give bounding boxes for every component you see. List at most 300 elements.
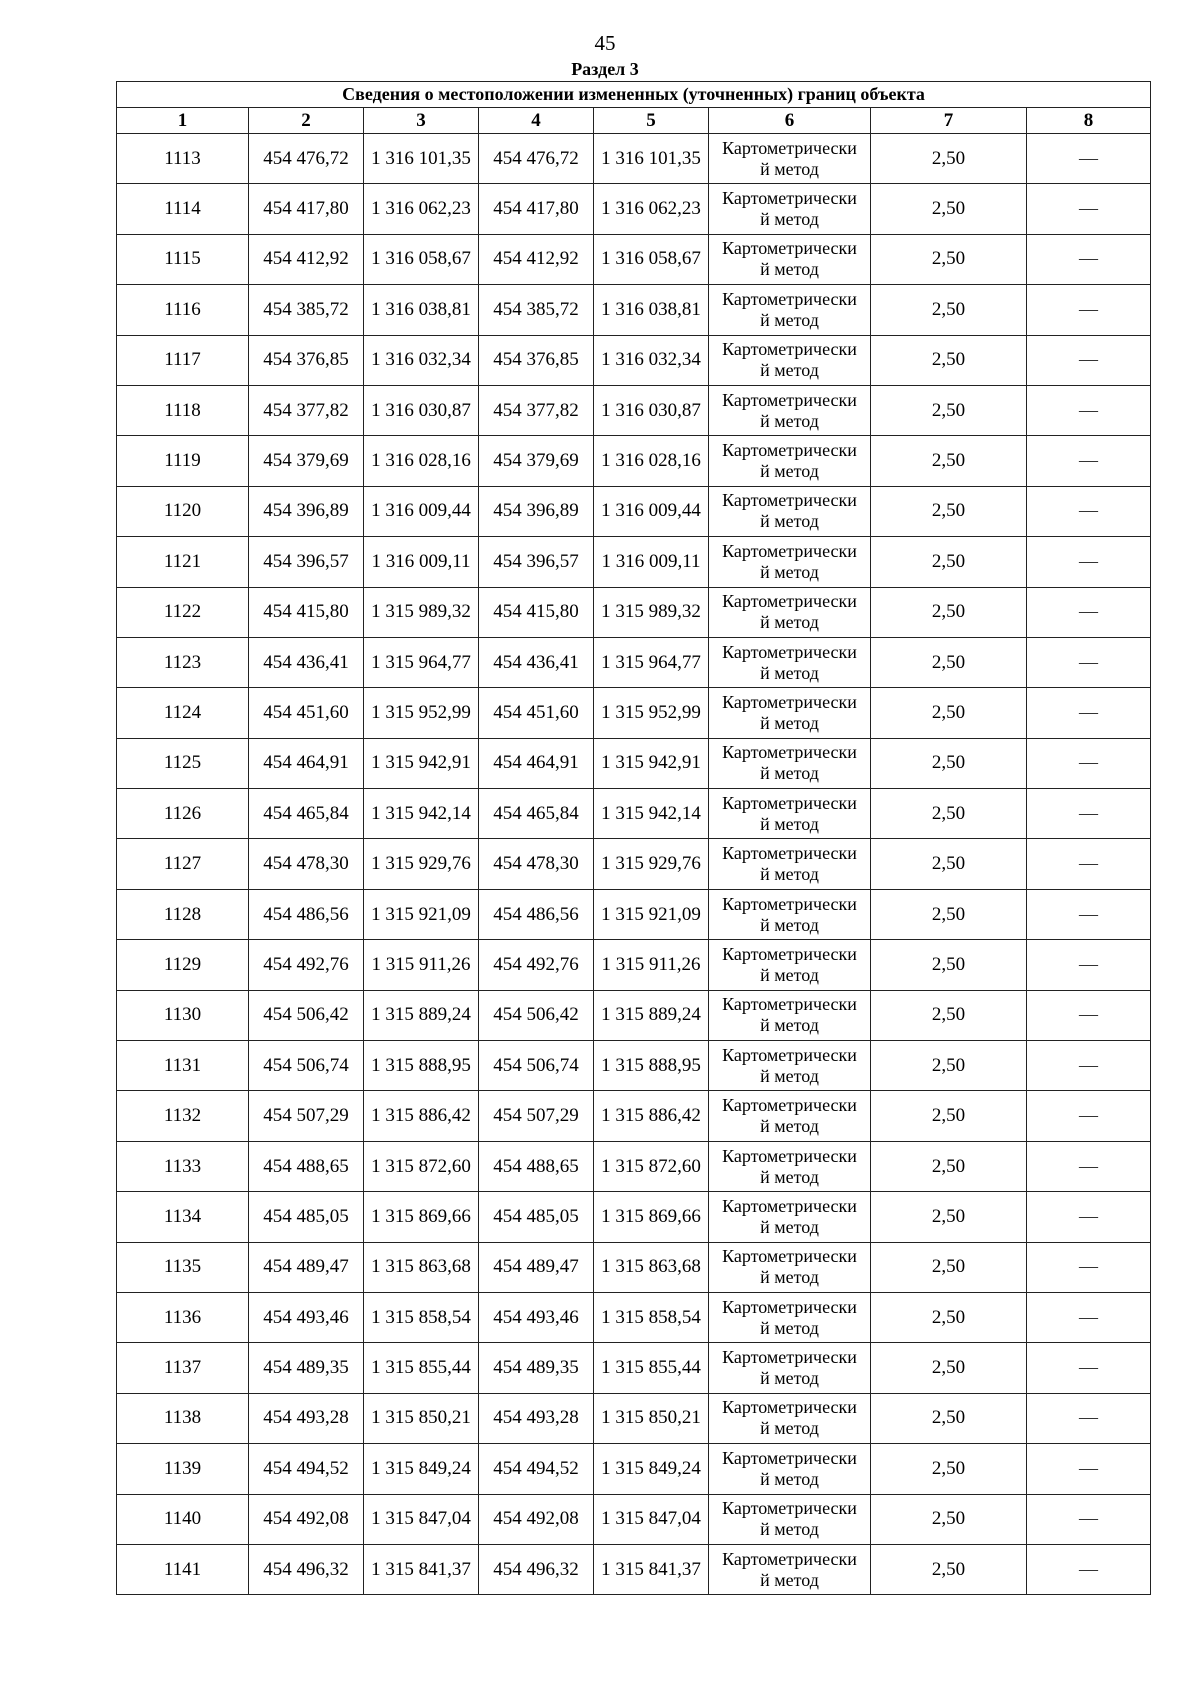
- y-new-cell: 1 316 101,35: [594, 134, 709, 184]
- column-header: 6: [709, 108, 871, 134]
- y-new-cell: 1 315 942,14: [594, 789, 709, 839]
- method-cell: [709, 1393, 871, 1443]
- x-old-cell: 454 488,65: [249, 1141, 364, 1191]
- method-text-line1: Картометрически: [722, 288, 857, 309]
- table-row: [117, 1544, 1151, 1594]
- x-old-cell: 454 489,47: [249, 1242, 364, 1292]
- point-number-cell: 1132: [117, 1091, 249, 1141]
- y-old-cell: 1 315 942,14: [364, 789, 479, 839]
- table-row: [117, 1393, 1151, 1443]
- y-new-cell: 1 315 872,60: [594, 1141, 709, 1191]
- y-new-cell: 1 315 952,99: [594, 688, 709, 738]
- x-new-cell: 454 376,85: [479, 335, 594, 385]
- x-old-cell: 454 436,41: [249, 637, 364, 687]
- point-number-cell: 1118: [117, 385, 249, 435]
- table-row: [117, 1242, 1151, 1292]
- method-text-line1: Картометрически: [722, 1447, 857, 1468]
- table-row: [117, 839, 1151, 889]
- y-new-cell: 1 315 964,77: [594, 637, 709, 687]
- accuracy-cell: 2,50: [871, 940, 1027, 990]
- y-old-cell: 1 315 863,68: [364, 1242, 479, 1292]
- y-new-cell: 1 316 030,87: [594, 385, 709, 435]
- method-cell: [709, 637, 871, 687]
- accuracy-cell: 2,50: [871, 587, 1027, 637]
- description-cell: —: [1027, 637, 1151, 687]
- y-new-cell: 1 316 058,67: [594, 234, 709, 284]
- method-text-line1: Картометрически: [722, 389, 857, 410]
- method-text-line1: Картометрически: [722, 1548, 857, 1569]
- table-row: [117, 789, 1151, 839]
- method-text-line2: й метод: [760, 1368, 819, 1389]
- method-text-line1: Картометрически: [722, 1246, 857, 1267]
- method-text-line2: й метод: [760, 763, 819, 784]
- table-caption: Сведения о местоположении измененных (уточненных) границ объекта: [117, 82, 1151, 108]
- method-text-line1: Картометрически: [722, 792, 857, 813]
- accuracy-cell: 2,50: [871, 1343, 1027, 1393]
- table-row: [117, 234, 1151, 284]
- table-row: [117, 637, 1151, 687]
- y-old-cell: 1 315 888,95: [364, 1041, 479, 1091]
- accuracy-cell: 2,50: [871, 789, 1027, 839]
- table-row: [117, 990, 1151, 1040]
- method-text-line2: й метод: [760, 914, 819, 935]
- method-text-line2: й метод: [760, 813, 819, 834]
- y-old-cell: 1 315 911,26: [364, 940, 479, 990]
- x-old-cell: 454 506,42: [249, 990, 364, 1040]
- description-cell: —: [1027, 234, 1151, 284]
- method-cell: [709, 184, 871, 234]
- x-old-cell: 454 377,82: [249, 385, 364, 435]
- method-text-line1: Картометрически: [722, 1145, 857, 1166]
- table-row: [117, 1041, 1151, 1091]
- accuracy-cell: 2,50: [871, 1393, 1027, 1443]
- method-text-line1: Картометрически: [722, 843, 857, 864]
- y-old-cell: 1 315 849,24: [364, 1444, 479, 1494]
- y-old-cell: 1 315 886,42: [364, 1091, 479, 1141]
- method-cell: [709, 1444, 871, 1494]
- x-new-cell: 454 396,89: [479, 486, 594, 536]
- method-text-line1: Картометрически: [722, 440, 857, 461]
- accuracy-cell: 2,50: [871, 436, 1027, 486]
- table-row: [117, 1494, 1151, 1544]
- accuracy-cell: 2,50: [871, 738, 1027, 788]
- method-text-line1: Картометрически: [722, 238, 857, 259]
- x-new-cell: 454 507,29: [479, 1091, 594, 1141]
- x-old-cell: 454 464,91: [249, 738, 364, 788]
- method-text-line1: Картометрически: [722, 994, 857, 1015]
- y-new-cell: 1 315 863,68: [594, 1242, 709, 1292]
- y-old-cell: 1 316 009,11: [364, 537, 479, 587]
- accuracy-cell: 2,50: [871, 335, 1027, 385]
- method-cell: [709, 889, 871, 939]
- description-cell: —: [1027, 1544, 1151, 1594]
- description-cell: —: [1027, 1292, 1151, 1342]
- x-new-cell: 454 476,72: [479, 134, 594, 184]
- x-new-cell: 454 485,05: [479, 1192, 594, 1242]
- method-text-line2: й метод: [760, 209, 819, 230]
- y-old-cell: 1 316 030,87: [364, 385, 479, 435]
- description-cell: —: [1027, 1192, 1151, 1242]
- y-old-cell: 1 315 921,09: [364, 889, 479, 939]
- point-number-cell: 1130: [117, 990, 249, 1040]
- column-header: 7: [871, 108, 1027, 134]
- x-old-cell: 454 492,08: [249, 1494, 364, 1544]
- method-cell: [709, 1494, 871, 1544]
- point-number-cell: 1117: [117, 335, 249, 385]
- point-number-cell: 1138: [117, 1393, 249, 1443]
- x-old-cell: 454 494,52: [249, 1444, 364, 1494]
- y-old-cell: 1 316 009,44: [364, 486, 479, 536]
- table-body: [117, 134, 1151, 1595]
- x-old-cell: 454 396,89: [249, 486, 364, 536]
- method-cell: [709, 436, 871, 486]
- accuracy-cell: 2,50: [871, 1141, 1027, 1191]
- x-old-cell: 454 412,92: [249, 234, 364, 284]
- accuracy-cell: 2,50: [871, 1444, 1027, 1494]
- y-old-cell: 1 315 964,77: [364, 637, 479, 687]
- accuracy-cell: 2,50: [871, 839, 1027, 889]
- description-cell: —: [1027, 1141, 1151, 1191]
- table-header-row: [117, 108, 1151, 134]
- accuracy-cell: 2,50: [871, 688, 1027, 738]
- x-new-cell: 454 396,57: [479, 537, 594, 587]
- x-old-cell: 454 493,28: [249, 1393, 364, 1443]
- accuracy-cell: 2,50: [871, 385, 1027, 435]
- method-cell: [709, 1141, 871, 1191]
- method-cell: [709, 1292, 871, 1342]
- y-old-cell: 1 316 101,35: [364, 134, 479, 184]
- accuracy-cell: 2,50: [871, 990, 1027, 1040]
- method-text-line2: й метод: [760, 461, 819, 482]
- method-text-line2: й метод: [760, 1519, 819, 1540]
- method-text-line2: й метод: [760, 1317, 819, 1338]
- method-text-line2: й метод: [760, 410, 819, 431]
- point-number-cell: 1135: [117, 1242, 249, 1292]
- method-cell: [709, 940, 871, 990]
- method-text-line2: й метод: [760, 309, 819, 330]
- y-new-cell: 1 315 889,24: [594, 990, 709, 1040]
- table-row: [117, 486, 1151, 536]
- column-header: 3: [364, 108, 479, 134]
- x-new-cell: 454 417,80: [479, 184, 594, 234]
- y-old-cell: 1 315 855,44: [364, 1343, 479, 1393]
- x-old-cell: 454 485,05: [249, 1192, 364, 1242]
- x-new-cell: 454 492,08: [479, 1494, 594, 1544]
- method-text-line2: й метод: [760, 1418, 819, 1439]
- table-row: [117, 889, 1151, 939]
- y-old-cell: 1 315 847,04: [364, 1494, 479, 1544]
- x-old-cell: 454 478,30: [249, 839, 364, 889]
- x-new-cell: 454 451,60: [479, 688, 594, 738]
- method-text-line1: Картометрически: [722, 641, 857, 662]
- method-cell: [709, 1544, 871, 1594]
- y-new-cell: 1 315 869,66: [594, 1192, 709, 1242]
- table-row: [117, 1292, 1151, 1342]
- method-text-line2: й метод: [760, 612, 819, 633]
- description-cell: —: [1027, 587, 1151, 637]
- x-old-cell: 454 489,35: [249, 1343, 364, 1393]
- method-cell: [709, 385, 871, 435]
- description-cell: —: [1027, 1041, 1151, 1091]
- method-text-line1: Картометрически: [722, 691, 857, 712]
- y-new-cell: 1 315 886,42: [594, 1091, 709, 1141]
- method-cell: [709, 1192, 871, 1242]
- x-new-cell: 454 493,46: [479, 1292, 594, 1342]
- point-number-cell: 1113: [117, 134, 249, 184]
- y-new-cell: 1 315 942,91: [594, 738, 709, 788]
- method-text-line1: Картометрически: [722, 742, 857, 763]
- x-old-cell: 454 465,84: [249, 789, 364, 839]
- method-text-line1: Картометрически: [722, 1195, 857, 1216]
- table-row: [117, 134, 1151, 184]
- description-cell: —: [1027, 1242, 1151, 1292]
- table-row: [117, 1444, 1151, 1494]
- method-text-line2: й метод: [760, 158, 819, 179]
- point-number-cell: 1141: [117, 1544, 249, 1594]
- x-new-cell: 454 415,80: [479, 587, 594, 637]
- method-text-line2: й метод: [760, 1267, 819, 1288]
- point-number-cell: 1139: [117, 1444, 249, 1494]
- table-row: [117, 688, 1151, 738]
- y-old-cell: 1 315 858,54: [364, 1292, 479, 1342]
- y-old-cell: 1 315 841,37: [364, 1544, 479, 1594]
- point-number-cell: 1125: [117, 738, 249, 788]
- point-number-cell: 1137: [117, 1343, 249, 1393]
- table-row: [117, 436, 1151, 486]
- coordinates-table: [116, 81, 1151, 1595]
- y-old-cell: 1 315 889,24: [364, 990, 479, 1040]
- point-number-cell: 1127: [117, 839, 249, 889]
- method-cell: [709, 1091, 871, 1141]
- method-text-line2: й метод: [760, 360, 819, 381]
- y-old-cell: 1 315 989,32: [364, 587, 479, 637]
- method-text-line2: й метод: [760, 1569, 819, 1590]
- method-cell: [709, 134, 871, 184]
- method-cell: [709, 1041, 871, 1091]
- y-old-cell: 1 315 872,60: [364, 1141, 479, 1191]
- point-number-cell: 1140: [117, 1494, 249, 1544]
- point-number-cell: 1134: [117, 1192, 249, 1242]
- point-number-cell: 1136: [117, 1292, 249, 1342]
- x-new-cell: 454 506,42: [479, 990, 594, 1040]
- method-text-line1: Картометрически: [722, 490, 857, 511]
- method-cell: [709, 738, 871, 788]
- description-cell: —: [1027, 688, 1151, 738]
- y-new-cell: 1 316 062,23: [594, 184, 709, 234]
- x-new-cell: 454 493,28: [479, 1393, 594, 1443]
- method-text-line2: й метод: [760, 1116, 819, 1137]
- method-cell: [709, 688, 871, 738]
- x-old-cell: 454 492,76: [249, 940, 364, 990]
- x-new-cell: 454 478,30: [479, 839, 594, 889]
- description-cell: —: [1027, 285, 1151, 335]
- accuracy-cell: 2,50: [871, 184, 1027, 234]
- description-cell: —: [1027, 335, 1151, 385]
- y-old-cell: 1 316 028,16: [364, 436, 479, 486]
- method-cell: [709, 537, 871, 587]
- method-text-line2: й метод: [760, 964, 819, 985]
- method-text-line1: Картометрически: [722, 339, 857, 360]
- table-row: [117, 537, 1151, 587]
- column-header: 1: [117, 108, 249, 134]
- description-cell: —: [1027, 1091, 1151, 1141]
- method-text-line2: й метод: [760, 259, 819, 280]
- point-number-cell: 1119: [117, 436, 249, 486]
- column-header: 4: [479, 108, 594, 134]
- point-number-cell: 1124: [117, 688, 249, 738]
- y-new-cell: 1 315 888,95: [594, 1041, 709, 1091]
- x-old-cell: 454 496,32: [249, 1544, 364, 1594]
- x-new-cell: 454 486,56: [479, 889, 594, 939]
- method-text-line2: й метод: [760, 1166, 819, 1187]
- description-cell: —: [1027, 1444, 1151, 1494]
- method-text-line1: Картометрически: [722, 540, 857, 561]
- table-row: [117, 385, 1151, 435]
- table-caption-row: [117, 82, 1151, 108]
- x-old-cell: 454 417,80: [249, 184, 364, 234]
- y-old-cell: 1 316 032,34: [364, 335, 479, 385]
- page-number: 45: [594, 31, 616, 55]
- method-text-line2: й метод: [760, 1468, 819, 1489]
- x-new-cell: 454 412,92: [479, 234, 594, 284]
- method-text-line2: й метод: [760, 864, 819, 885]
- description-cell: —: [1027, 436, 1151, 486]
- method-cell: [709, 587, 871, 637]
- point-number-cell: 1123: [117, 637, 249, 687]
- table-row: [117, 1091, 1151, 1141]
- x-new-cell: 454 464,91: [479, 738, 594, 788]
- x-new-cell: 454 489,35: [479, 1343, 594, 1393]
- method-cell: [709, 789, 871, 839]
- y-new-cell: 1 315 841,37: [594, 1544, 709, 1594]
- description-cell: —: [1027, 486, 1151, 536]
- method-text-line1: Картометрически: [722, 188, 857, 209]
- description-cell: —: [1027, 1343, 1151, 1393]
- y-new-cell: 1 315 989,32: [594, 587, 709, 637]
- accuracy-cell: 2,50: [871, 1242, 1027, 1292]
- x-old-cell: 454 507,29: [249, 1091, 364, 1141]
- y-old-cell: 1 316 038,81: [364, 285, 479, 335]
- y-new-cell: 1 316 038,81: [594, 285, 709, 335]
- x-new-cell: 454 379,69: [479, 436, 594, 486]
- y-new-cell: 1 316 032,34: [594, 335, 709, 385]
- table-row: [117, 285, 1151, 335]
- y-new-cell: 1 316 009,11: [594, 537, 709, 587]
- x-new-cell: 454 465,84: [479, 789, 594, 839]
- x-new-cell: 454 496,32: [479, 1544, 594, 1594]
- point-number-cell: 1126: [117, 789, 249, 839]
- x-old-cell: 454 451,60: [249, 688, 364, 738]
- y-new-cell: 1 315 850,21: [594, 1393, 709, 1443]
- accuracy-cell: 2,50: [871, 1041, 1027, 1091]
- x-old-cell: 454 506,74: [249, 1041, 364, 1091]
- method-text-line2: й метод: [760, 511, 819, 532]
- description-cell: —: [1027, 889, 1151, 939]
- method-text-line2: й метод: [760, 1015, 819, 1036]
- y-new-cell: 1 315 849,24: [594, 1444, 709, 1494]
- table-row: [117, 1192, 1151, 1242]
- y-old-cell: 1 316 058,67: [364, 234, 479, 284]
- y-new-cell: 1 316 028,16: [594, 436, 709, 486]
- table-row: [117, 587, 1151, 637]
- method-cell: [709, 990, 871, 1040]
- description-cell: —: [1027, 789, 1151, 839]
- y-old-cell: 1 315 942,91: [364, 738, 479, 788]
- description-cell: —: [1027, 537, 1151, 587]
- method-cell: [709, 1343, 871, 1393]
- method-text-line2: й метод: [760, 1065, 819, 1086]
- y-new-cell: 1 315 855,44: [594, 1343, 709, 1393]
- method-text-line1: Картометрически: [722, 1397, 857, 1418]
- column-header: 8: [1027, 108, 1151, 134]
- x-old-cell: 454 476,72: [249, 134, 364, 184]
- table-row: [117, 1343, 1151, 1393]
- y-old-cell: 1 315 952,99: [364, 688, 479, 738]
- table-row: [117, 1141, 1151, 1191]
- accuracy-cell: 2,50: [871, 637, 1027, 687]
- point-number-cell: 1120: [117, 486, 249, 536]
- accuracy-cell: 2,50: [871, 486, 1027, 536]
- table-row: [117, 940, 1151, 990]
- accuracy-cell: 2,50: [871, 889, 1027, 939]
- y-new-cell: 1 315 911,26: [594, 940, 709, 990]
- method-cell: [709, 335, 871, 385]
- point-number-cell: 1121: [117, 537, 249, 587]
- column-header: 2: [249, 108, 364, 134]
- method-text-line2: й метод: [760, 712, 819, 733]
- accuracy-cell: 2,50: [871, 1192, 1027, 1242]
- method-text-line1: Картометрически: [722, 1347, 857, 1368]
- x-new-cell: 454 506,74: [479, 1041, 594, 1091]
- method-cell: [709, 234, 871, 284]
- x-new-cell: 454 492,76: [479, 940, 594, 990]
- accuracy-cell: 2,50: [871, 537, 1027, 587]
- point-number-cell: 1133: [117, 1141, 249, 1191]
- method-text-line2: й метод: [760, 561, 819, 582]
- y-old-cell: 1 315 869,66: [364, 1192, 479, 1242]
- point-number-cell: 1122: [117, 587, 249, 637]
- method-text-line1: Картометрически: [722, 1095, 857, 1116]
- x-old-cell: 454 493,46: [249, 1292, 364, 1342]
- y-new-cell: 1 315 921,09: [594, 889, 709, 939]
- method-cell: [709, 486, 871, 536]
- method-text-line1: Картометрически: [722, 943, 857, 964]
- y-new-cell: 1 316 009,44: [594, 486, 709, 536]
- y-old-cell: 1 315 850,21: [364, 1393, 479, 1443]
- method-text-line2: й метод: [760, 662, 819, 683]
- point-number-cell: 1131: [117, 1041, 249, 1091]
- description-cell: —: [1027, 990, 1151, 1040]
- description-cell: —: [1027, 134, 1151, 184]
- description-cell: —: [1027, 738, 1151, 788]
- x-new-cell: 454 494,52: [479, 1444, 594, 1494]
- x-old-cell: 454 385,72: [249, 285, 364, 335]
- accuracy-cell: 2,50: [871, 1544, 1027, 1594]
- point-number-cell: 1128: [117, 889, 249, 939]
- x-new-cell: 454 436,41: [479, 637, 594, 687]
- section-title: Раздел 3: [571, 59, 639, 79]
- accuracy-cell: 2,50: [871, 1494, 1027, 1544]
- x-old-cell: 454 415,80: [249, 587, 364, 637]
- method-text-line1: Картометрически: [722, 1498, 857, 1519]
- x-new-cell: 454 377,82: [479, 385, 594, 435]
- table-row: [117, 738, 1151, 788]
- table-row: [117, 335, 1151, 385]
- method-text-line1: Картометрически: [722, 137, 857, 158]
- point-number-cell: 1129: [117, 940, 249, 990]
- point-number-cell: 1114: [117, 184, 249, 234]
- accuracy-cell: 2,50: [871, 1292, 1027, 1342]
